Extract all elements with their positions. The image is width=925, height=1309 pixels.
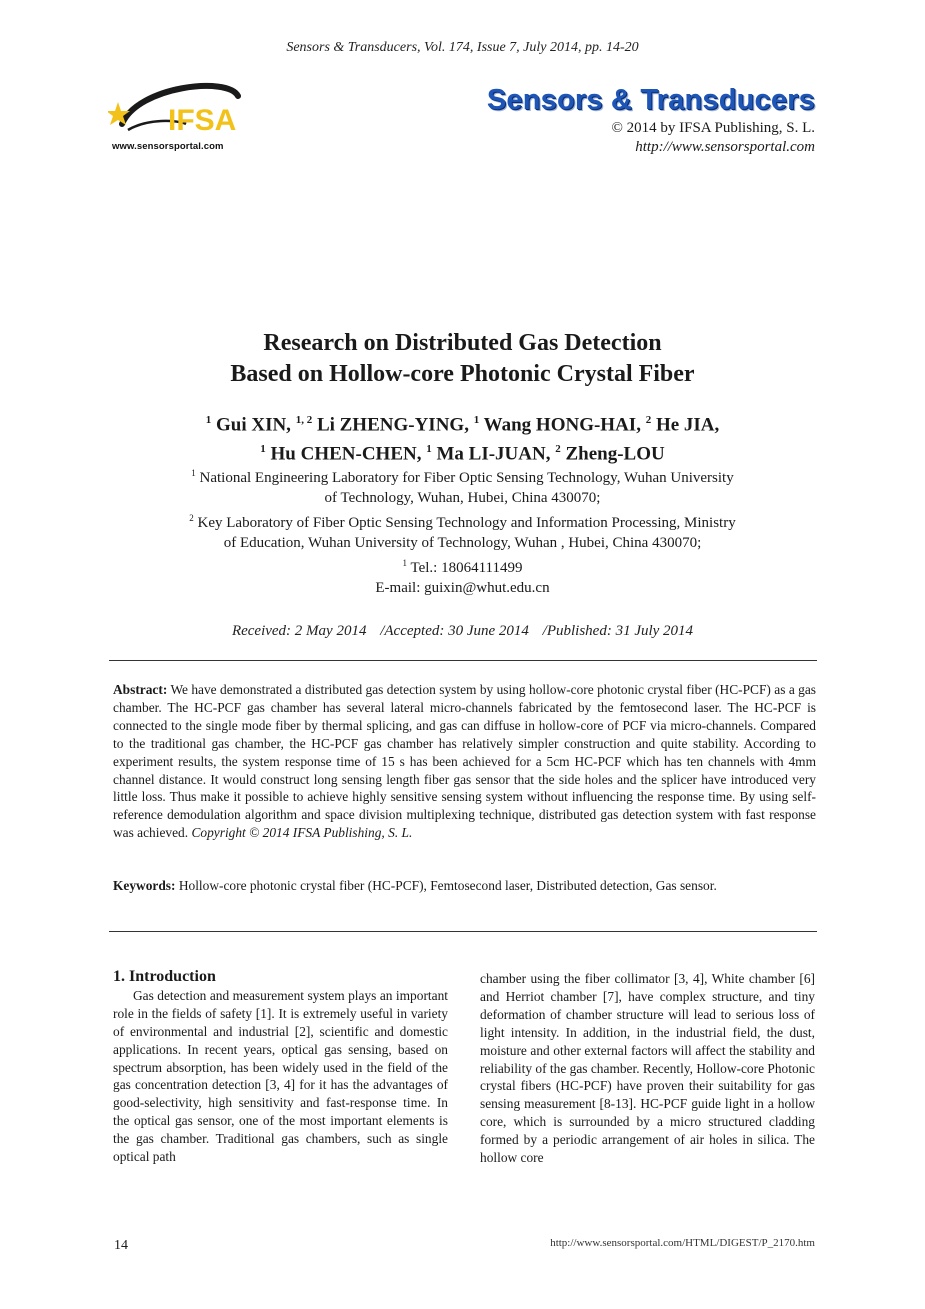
telephone: $^1$ Tel.: 18064111499 xyxy=(402,558,523,576)
publication-dates xyxy=(0,623,925,640)
keywords xyxy=(113,877,816,895)
keywords-text: Hollow-core photonic crystal fiber (HC-PCF), Femtosecond laser, Distributed detection, Gas sensor. xyxy=(178,878,717,893)
author-name: Gui XIN, xyxy=(215,414,291,436)
paragraph: chamber using the fiber collimator [3, 4], White chamber [6] and Herriot chamber [7], have complex structure, and tiny deformation of chamber structure will lead to serious loss of light intensity. In addition, in the industrial field, the dust, moisture and other external factors will affect the stability and reliability of the gas chamber. Recently, Hollow-core Photonic crystal fibers (HC-PCF) have proven their suitability for gas sensing measurement [8-13]. HC-PCF guide light in a hollow core, which is surrounded by a micro structured cladding formed by a periodic arrangement of air holes in silica. The hollow core xyxy=(480,971,815,1166)
abstract-label: Abstract: xyxy=(113,682,168,697)
affiliations: $^1$ National Engineering Laboratory for Fiber Optic Sensing Technology, Wuhan University of Technology, Wuhan, Hubei, China 430070; $^2$ Key Laboratory of Fiber Optic Sensing Technology and Information Processing, Ministry of Education, Wuhan University of Technology, Wuhan , Hubei, China 430070; $^1$ Tel.: 18064111499 E-mail: guixin@whut.edu.cn xyxy=(0,463,925,598)
author-name: Li ZHENG-YING, xyxy=(316,414,469,436)
divider xyxy=(109,660,817,661)
date-accepted: /Accepted: 30 June 2014 xyxy=(380,623,529,639)
divider xyxy=(109,931,817,932)
journal-copyright: © 2014 by IFSA Publishing, S. L. xyxy=(611,120,815,136)
author-name: Wang HONG-HAI, xyxy=(483,414,641,436)
section-heading: 1. Introduction xyxy=(113,968,216,985)
column-right xyxy=(480,970,815,1167)
author-list xyxy=(0,408,925,467)
logo-text: IFSA xyxy=(168,104,237,137)
author-name: He JIA, xyxy=(655,414,720,436)
column-left xyxy=(113,968,448,1166)
footer-url[interactable]: http://www.sensorsportal.com/HTML/DIGEST/P_2170.htm xyxy=(550,1237,815,1249)
author-name: Hu CHEN-CHEN, xyxy=(270,443,422,465)
date-received: Received: 2 May 2014 xyxy=(231,623,367,639)
affiliation-2: $^2$ Key Laboratory of Fiber Optic Sensing Technology and Information Processing, Ministry xyxy=(189,513,736,531)
author-name: Zheng-LOU xyxy=(565,443,665,465)
journal-block xyxy=(487,84,815,156)
title-line-1: Research on Distributed Gas Detection xyxy=(263,330,662,356)
paper-title xyxy=(0,328,925,390)
date-published: /Published: 31 July 2014 xyxy=(542,623,694,639)
journal-url[interactable]: http://www.sensorsportal.com xyxy=(635,139,815,155)
paragraph: Gas detection and measurement system plays an important role in the fields of safety [1]. It is extremely useful in variety of environmental and industrial [2], scientific and domestic applications. In recent years, optical gas sensing, based on spectrum absorption, has been widely used in the field of the gas concentration detection [3, 4] for it has the advantages of good-selectivity, high sensitivity and fast-response time. In the optical gas sensor, one of the most important elements is the gas chamber. Traditional gas chambers, such as single optical path xyxy=(113,987,448,1165)
logo-url: www.sensorsportal.com xyxy=(112,141,224,152)
author-line-2: $^1$ Hu CHEN-CHEN, $^1$ Ma LI-JUAN, $^2$ Zheng-LOU xyxy=(260,443,665,465)
running-head: Sensors & Transducers, Vol. 174, Issue 7, July 2014, pp. 14-20 xyxy=(286,40,639,55)
title-line-2: Based on Hollow-core Photonic Crystal Fiber xyxy=(230,361,695,387)
author-name: Ma LI-JUAN, xyxy=(436,443,551,465)
abstract-text: We have demonstrated a distributed gas detection system by using hollow-core photonic crystal fiber (HC-PCF) as a gas chamber. The HC-PCF gas chamber has several lateral micro-channels fabricated by the femtosecond laser. The HC-PCF is connected to the single mode fiber by thermal splicing, and gas can diffuse in hollow-core of PCF via micro-channels. Compared to the traditional gas chamber, the HC-PCF gas chamber has relatively simpler construction and quite stability. According to experiment results, the system response time of 15 s has been achieved for a 5cm HC-PCF which has ten channels with 4mm channel distance. It would construct long sensing length fiber gas sensor that the side holes and the splicer have introduced very little loss. Thus make it possible to achieve highly sensitive sensing system without influencing the response time. By using self-reference demodulation algorithm and space division multiplexing technique, distributed gas detection system with fast response was achieved. xyxy=(113,682,817,841)
email: E-mail: guixin@whut.edu.cn xyxy=(375,580,550,596)
abstract-copyright: Copyright © 2014 IFSA Publishing, S. L. xyxy=(191,825,413,841)
page-number: 14 xyxy=(114,1238,128,1253)
journal-title: Sensors & Transducers xyxy=(486,84,815,116)
author-line-1: $^1$ Gui XIN, $^{1, 2}$ Li ZHENG-YING, $^1$ Wang HONG-HAI, $^2$ He JIA, xyxy=(205,414,720,436)
abstract xyxy=(113,681,816,842)
keywords-label: Keywords: xyxy=(113,878,176,893)
affiliation-1: $^1$ National Engineering Laboratory for Fiber Optic Sensing Technology, Wuhan University xyxy=(191,468,734,486)
